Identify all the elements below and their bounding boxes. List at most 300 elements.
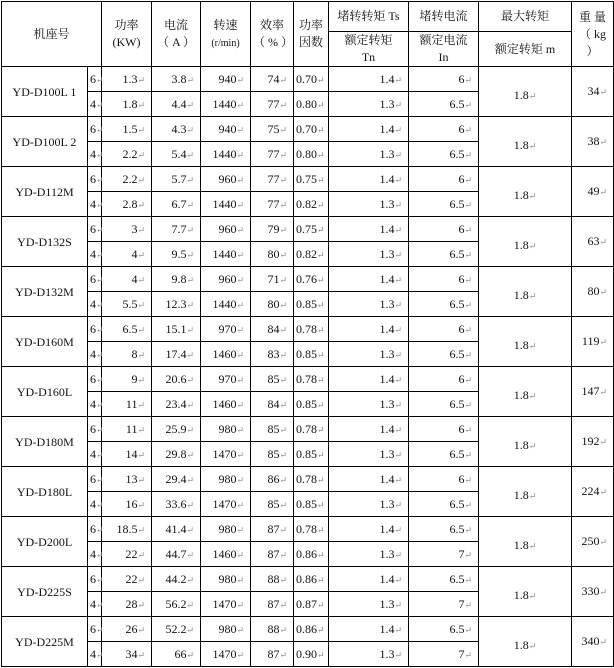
header-weight: 重 量 （ kg ） (572, 2, 614, 67)
power-factor-cell: 0.85↵ (294, 492, 329, 517)
return-mark: ↵ (394, 624, 403, 635)
efficiency-cell: 79↵ (251, 217, 294, 242)
power-cell: 2.2↵ (102, 142, 152, 167)
locked-current-cell: 6.5↵ (409, 292, 479, 317)
speed-cell: 1470↵ (201, 592, 251, 617)
power-cell: 26↵ (102, 617, 152, 642)
locked-torque-cell: 1.4↵ (329, 367, 409, 392)
return-mark: ↵ (137, 649, 146, 660)
return-mark: ↵ (528, 391, 537, 401)
current-cell: 6.7↵ (152, 192, 201, 217)
locked-current-cell: 6.5↵ (409, 392, 479, 417)
return-mark: ↵ (464, 224, 473, 235)
speed-cell: 1470↵ (201, 442, 251, 467)
locked-torque-cell: 1.4↵ (329, 617, 409, 642)
locked-current-cell: 6.5↵ (409, 242, 479, 267)
power-factor-cell: 0.86↵ (294, 567, 329, 592)
efficiency-cell: 87↵ (251, 642, 294, 667)
return-mark: ↵ (186, 524, 195, 535)
return-mark: ↵ (394, 324, 403, 335)
locked-torque-cell: 1.3↵ (329, 642, 409, 667)
pole-cell: 4↵ (88, 542, 102, 567)
return-mark: ↵ (96, 149, 104, 160)
pole-cell: 4↵ (88, 242, 102, 267)
return-mark: ↵ (599, 337, 608, 347)
weight-cell: 119↵ (572, 317, 614, 367)
power-cell: 5.5↵ (102, 292, 152, 317)
return-mark: ↵ (137, 574, 146, 585)
power-cell: 1.3↵ (102, 67, 152, 92)
return-mark: ↵ (394, 124, 403, 135)
efficiency-cell: 87↵ (251, 517, 294, 542)
locked-torque-cell: 1.3↵ (329, 292, 409, 317)
locked-torque-cell: 1.3↵ (329, 92, 409, 117)
return-mark: ↵ (186, 249, 195, 260)
locked-torque-cell: 1.3↵ (329, 342, 409, 367)
return-mark: ↵ (236, 474, 245, 485)
return-mark: ↵ (137, 499, 146, 510)
return-mark: ↵ (279, 299, 288, 310)
speed-cell: 970↵ (201, 367, 251, 392)
power-factor-cell: 0.90↵ (294, 642, 329, 667)
current-cell: 9.8↵ (152, 267, 201, 292)
return-mark: ↵ (317, 249, 325, 260)
locked-torque-cell: 1.4↵ (329, 167, 409, 192)
locked-current-cell: 6↵ (409, 317, 479, 342)
return-mark: ↵ (317, 574, 325, 585)
current-cell: 4.3↵ (152, 117, 201, 142)
weight-cell: 340↵ (572, 617, 614, 667)
speed-cell: 960↵ (201, 267, 251, 292)
return-mark: ↵ (96, 99, 104, 110)
speed-cell: 980↵ (201, 467, 251, 492)
efficiency-cell: 75↵ (251, 117, 294, 142)
model-cell: YD-D180L (2, 467, 88, 517)
pole-cell: 6↵ (88, 617, 102, 642)
return-mark: ↵ (394, 424, 403, 435)
power-cell: 8↵ (102, 342, 152, 367)
power-cell: 16↵ (102, 492, 152, 517)
return-mark: ↵ (236, 424, 245, 435)
pole-cell: 6↵ (88, 217, 102, 242)
power-cell: 13↵ (102, 467, 152, 492)
max-torque-cell: 1.8↵ (479, 617, 572, 667)
return-mark: ↵ (186, 574, 195, 585)
return-mark: ↵ (236, 374, 245, 385)
return-mark: ↵ (236, 449, 245, 460)
current-cell: 44.2↵ (152, 567, 201, 592)
return-mark: ↵ (279, 324, 288, 335)
return-mark: ↵ (464, 499, 473, 510)
locked-current-cell: 6↵ (409, 417, 479, 442)
table-row (2, 67, 614, 92)
return-mark: ↵ (137, 449, 146, 460)
return-mark: ↵ (394, 224, 403, 235)
return-mark: ↵ (236, 299, 245, 310)
max-torque-cell: 1.8↵ (479, 517, 572, 567)
return-mark: ↵ (599, 537, 608, 547)
return-mark: ↵ (464, 324, 473, 335)
return-mark: ↵ (394, 249, 403, 260)
efficiency-cell: 87↵ (251, 592, 294, 617)
pole-cell: 4↵ (88, 342, 102, 367)
return-mark: ↵ (464, 624, 473, 635)
power-factor-cell: 0.75↵ (294, 217, 329, 242)
locked-torque-cell: 1.3↵ (329, 142, 409, 167)
return-mark: ↵ (464, 99, 473, 110)
efficiency-cell: 77↵ (251, 192, 294, 217)
locked-torque-cell: 1.4↵ (329, 567, 409, 592)
return-mark: ↵ (394, 574, 403, 585)
max-torque-cell: 1.8↵ (479, 167, 572, 217)
return-mark: ↵ (464, 249, 473, 260)
return-mark: ↵ (186, 349, 195, 360)
return-mark: ↵ (186, 599, 195, 610)
locked-torque-cell: 1.3↵ (329, 392, 409, 417)
return-mark: ↵ (599, 387, 608, 397)
speed-cell: 970↵ (201, 317, 251, 342)
return-mark: ↵ (599, 87, 608, 97)
return-mark: ↵ (96, 324, 104, 335)
return-mark: ↵ (137, 199, 146, 210)
pole-cell: 6↵ (88, 317, 102, 342)
return-mark: ↵ (464, 599, 473, 610)
power-factor-cell: 0.80↵ (294, 92, 329, 117)
table-row (2, 167, 614, 192)
power-factor-cell: 0.78↵ (294, 517, 329, 542)
return-mark: ↵ (137, 74, 146, 85)
locked-current-cell: 7↵ (409, 642, 479, 667)
model-cell: YD-D180M (2, 417, 88, 467)
max-torque-cell: 1.8↵ (479, 267, 572, 317)
return-mark: ↵ (394, 549, 403, 560)
return-mark: ↵ (394, 499, 403, 510)
pole-cell: 6↵ (88, 67, 102, 92)
pole-cell: 4↵ (88, 642, 102, 667)
pole-cell: 6↵ (88, 517, 102, 542)
return-mark: ↵ (96, 224, 104, 235)
return-mark: ↵ (236, 549, 245, 560)
return-mark: ↵ (137, 399, 146, 410)
return-mark: ↵ (96, 524, 104, 535)
pole-cell: 4↵ (88, 142, 102, 167)
header-locked-torque: 堵转转矩 Ts (329, 2, 409, 32)
return-mark: ↵ (236, 599, 245, 610)
table-row (2, 417, 614, 442)
return-mark: ↵ (279, 374, 288, 385)
efficiency-cell: 83↵ (251, 342, 294, 367)
return-mark: ↵ (599, 487, 608, 497)
return-mark: ↵ (528, 441, 537, 451)
pole-cell: 4↵ (88, 392, 102, 417)
current-cell: 4.4↵ (152, 92, 201, 117)
current-cell: 25.9↵ (152, 417, 201, 442)
return-mark: ↵ (236, 149, 245, 160)
return-mark: ↵ (394, 374, 403, 385)
header-power-factor: 功率 因数 (294, 2, 329, 67)
header-speed: 转速 (r/min) (201, 2, 251, 67)
efficiency-cell: 88↵ (251, 567, 294, 592)
return-mark: ↵ (394, 99, 403, 110)
pole-cell: 4↵ (88, 292, 102, 317)
return-mark: ↵ (279, 349, 288, 360)
efficiency-cell: 74↵ (251, 67, 294, 92)
speed-cell: 1440↵ (201, 292, 251, 317)
locked-torque-cell: 1.4↵ (329, 417, 409, 442)
return-mark: ↵ (186, 499, 195, 510)
return-mark: ↵ (279, 549, 288, 560)
current-cell: 41.4↵ (152, 517, 201, 542)
return-mark: ↵ (279, 124, 288, 135)
power-cell: 2.2↵ (102, 167, 152, 192)
power-factor-cell: 0.78↵ (294, 367, 329, 392)
return-mark: ↵ (599, 587, 608, 597)
weight-cell: 34↵ (572, 67, 614, 117)
return-mark: ↵ (186, 299, 195, 310)
return-mark: ↵ (186, 99, 195, 110)
return-mark: ↵ (96, 199, 104, 210)
power-cell: 4↵ (102, 242, 152, 267)
current-cell: 15.1↵ (152, 317, 201, 342)
return-mark: ↵ (317, 624, 325, 635)
locked-current-cell: 6.5↵ (409, 517, 479, 542)
locked-torque-cell: 1.4↵ (329, 467, 409, 492)
header-max-torque: 最大转矩 (479, 2, 572, 32)
return-mark: ↵ (96, 124, 104, 135)
locked-current-cell: 6↵ (409, 217, 479, 242)
speed-cell: 1460↵ (201, 342, 251, 367)
return-mark: ↵ (96, 349, 104, 360)
return-mark: ↵ (186, 274, 195, 285)
return-mark: ↵ (137, 374, 146, 385)
return-mark: ↵ (137, 299, 146, 310)
return-mark: ↵ (137, 474, 146, 485)
power-cell: 11↵ (102, 417, 152, 442)
header-rated-current: 额定电流 In (409, 32, 479, 67)
table-row (2, 567, 614, 592)
return-mark: ↵ (236, 574, 245, 585)
return-mark: ↵ (137, 174, 146, 185)
locked-current-cell: 6.5↵ (409, 492, 479, 517)
return-mark: ↵ (236, 174, 245, 185)
model-cell: YD-D100L 2 (2, 117, 88, 167)
return-mark: ↵ (279, 199, 288, 210)
locked-current-cell: 6↵ (409, 367, 479, 392)
return-mark: ↵ (394, 474, 403, 485)
locked-current-cell: 6.5↵ (409, 142, 479, 167)
power-factor-cell: 0.80↵ (294, 142, 329, 167)
return-mark: ↵ (599, 287, 608, 297)
return-mark: ↵ (279, 524, 288, 535)
max-torque-cell: 1.8↵ (479, 117, 572, 167)
locked-torque-cell: 1.3↵ (329, 542, 409, 567)
return-mark: ↵ (464, 374, 473, 385)
return-mark: ↵ (317, 174, 325, 185)
model-cell: YD-D132M (2, 267, 88, 317)
return-mark: ↵ (236, 624, 245, 635)
power-factor-cell: 0.85↵ (294, 342, 329, 367)
table-row (2, 367, 614, 392)
return-mark: ↵ (186, 149, 195, 160)
speed-cell: 980↵ (201, 567, 251, 592)
pole-cell: 6↵ (88, 417, 102, 442)
max-torque-cell: 1.8↵ (479, 467, 572, 517)
power-factor-cell: 0.78↵ (294, 317, 329, 342)
speed-cell: 980↵ (201, 417, 251, 442)
power-factor-cell: 0.75↵ (294, 167, 329, 192)
current-cell: 44.7↵ (152, 542, 201, 567)
locked-current-cell: 6.5↵ (409, 567, 479, 592)
model-cell: YD-D100L 1 (2, 67, 88, 117)
header-current: 电流 （ A ） (152, 2, 201, 67)
return-mark: ↵ (96, 174, 104, 185)
return-mark: ↵ (96, 474, 104, 485)
max-torque-cell: 1.8↵ (479, 367, 572, 417)
return-mark: ↵ (528, 91, 537, 101)
locked-current-cell: 6.5↵ (409, 617, 479, 642)
power-cell: 2.8↵ (102, 192, 152, 217)
power-cell: 18.5↵ (102, 517, 152, 542)
return-mark: ↵ (528, 241, 537, 251)
return-mark: ↵ (186, 624, 195, 635)
return-mark: ↵ (528, 291, 537, 301)
locked-torque-cell: 1.3↵ (329, 442, 409, 467)
return-mark: ↵ (279, 499, 288, 510)
speed-cell: 1440↵ (201, 242, 251, 267)
return-mark: ↵ (236, 74, 245, 85)
power-cell: 3↵ (102, 217, 152, 242)
return-mark: ↵ (186, 474, 195, 485)
power-factor-cell: 0.85↵ (294, 392, 329, 417)
return-mark: ↵ (317, 199, 325, 210)
return-mark: ↵ (96, 299, 104, 310)
return-mark: ↵ (96, 274, 104, 285)
locked-current-cell: 6↵ (409, 67, 479, 92)
weight-cell: 63↵ (572, 217, 614, 267)
current-cell: 20.6↵ (152, 367, 201, 392)
efficiency-cell: 71↵ (251, 267, 294, 292)
power-cell: 22↵ (102, 567, 152, 592)
locked-torque-cell: 1.4↵ (329, 217, 409, 242)
return-mark: ↵ (464, 649, 473, 660)
power-cell: 14↵ (102, 442, 152, 467)
power-factor-cell: 0.70↵ (294, 117, 329, 142)
return-mark: ↵ (464, 149, 473, 160)
return-mark: ↵ (528, 341, 537, 351)
locked-torque-cell: 1.4↵ (329, 67, 409, 92)
current-cell: 66↵ (152, 642, 201, 667)
motor-spec-table (1, 1, 614, 667)
current-cell: 17.4↵ (152, 342, 201, 367)
return-mark: ↵ (186, 549, 195, 560)
return-mark: ↵ (96, 374, 104, 385)
power-cell: 1.5↵ (102, 117, 152, 142)
pole-cell: 4↵ (88, 592, 102, 617)
return-mark: ↵ (186, 124, 195, 135)
return-mark: ↵ (137, 224, 146, 235)
return-mark: ↵ (394, 399, 403, 410)
power-factor-cell: 0.78↵ (294, 467, 329, 492)
return-mark: ↵ (317, 474, 325, 485)
current-cell: 5.4↵ (152, 142, 201, 167)
return-mark: ↵ (96, 399, 104, 410)
return-mark: ↵ (236, 99, 245, 110)
return-mark: ↵ (394, 299, 403, 310)
max-torque-cell: 1.8↵ (479, 217, 572, 267)
model-cell: YD-D160M (2, 317, 88, 367)
return-mark: ↵ (137, 249, 146, 260)
power-cell: 22↵ (102, 542, 152, 567)
header-locked-current: 堵转电流 (409, 2, 479, 32)
return-mark: ↵ (279, 249, 288, 260)
current-cell: 12.3↵ (152, 292, 201, 317)
locked-torque-cell: 1.3↵ (329, 192, 409, 217)
power-factor-cell: 0.76↵ (294, 267, 329, 292)
return-mark: ↵ (236, 324, 245, 335)
header-efficiency: 效率 （ % ） (251, 2, 294, 67)
return-mark: ↵ (464, 474, 473, 485)
pole-cell: 4↵ (88, 92, 102, 117)
return-mark: ↵ (137, 99, 146, 110)
model-cell: YD-D160L (2, 367, 88, 417)
return-mark: ↵ (186, 224, 195, 235)
locked-torque-cell: 1.4↵ (329, 117, 409, 142)
locked-torque-cell: 1.3↵ (329, 492, 409, 517)
current-cell: 52.2↵ (152, 617, 201, 642)
locked-current-cell: 6↵ (409, 167, 479, 192)
return-mark: ↵ (186, 449, 195, 460)
return-mark: ↵ (394, 349, 403, 360)
speed-cell: 980↵ (201, 517, 251, 542)
locked-current-cell: 6.5↵ (409, 442, 479, 467)
return-mark: ↵ (464, 124, 473, 135)
weight-cell: 224↵ (572, 467, 614, 517)
speed-cell: 1440↵ (201, 192, 251, 217)
model-cell: YD-D225S (2, 567, 88, 617)
return-mark: ↵ (96, 249, 104, 260)
efficiency-cell: 80↵ (251, 292, 294, 317)
current-cell: 23.4↵ (152, 392, 201, 417)
return-mark: ↵ (394, 74, 403, 85)
current-cell: 56.2↵ (152, 592, 201, 617)
return-mark: ↵ (236, 349, 245, 360)
locked-torque-cell: 1.4↵ (329, 267, 409, 292)
return-mark: ↵ (236, 224, 245, 235)
pole-cell: 4↵ (88, 442, 102, 467)
model-cell: YD-D132S (2, 217, 88, 267)
return-mark: ↵ (464, 349, 473, 360)
return-mark: ↵ (236, 649, 245, 660)
current-cell: 33.6↵ (152, 492, 201, 517)
locked-current-cell: 6↵ (409, 117, 479, 142)
speed-cell: 1470↵ (201, 492, 251, 517)
locked-current-cell: 6.5↵ (409, 192, 479, 217)
power-factor-cell: 0.85↵ (294, 442, 329, 467)
return-mark: ↵ (96, 549, 104, 560)
locked-current-cell: 7↵ (409, 592, 479, 617)
return-mark: ↵ (96, 649, 104, 660)
power-factor-cell: 0.82↵ (294, 192, 329, 217)
model-cell: YD-D112M (2, 167, 88, 217)
return-mark: ↵ (317, 599, 325, 610)
return-mark: ↵ (464, 399, 473, 410)
return-mark: ↵ (137, 324, 146, 335)
return-mark: ↵ (464, 424, 473, 435)
speed-cell: 1460↵ (201, 542, 251, 567)
speed-cell: 1440↵ (201, 142, 251, 167)
return-mark: ↵ (317, 324, 325, 335)
table-row (2, 467, 614, 492)
